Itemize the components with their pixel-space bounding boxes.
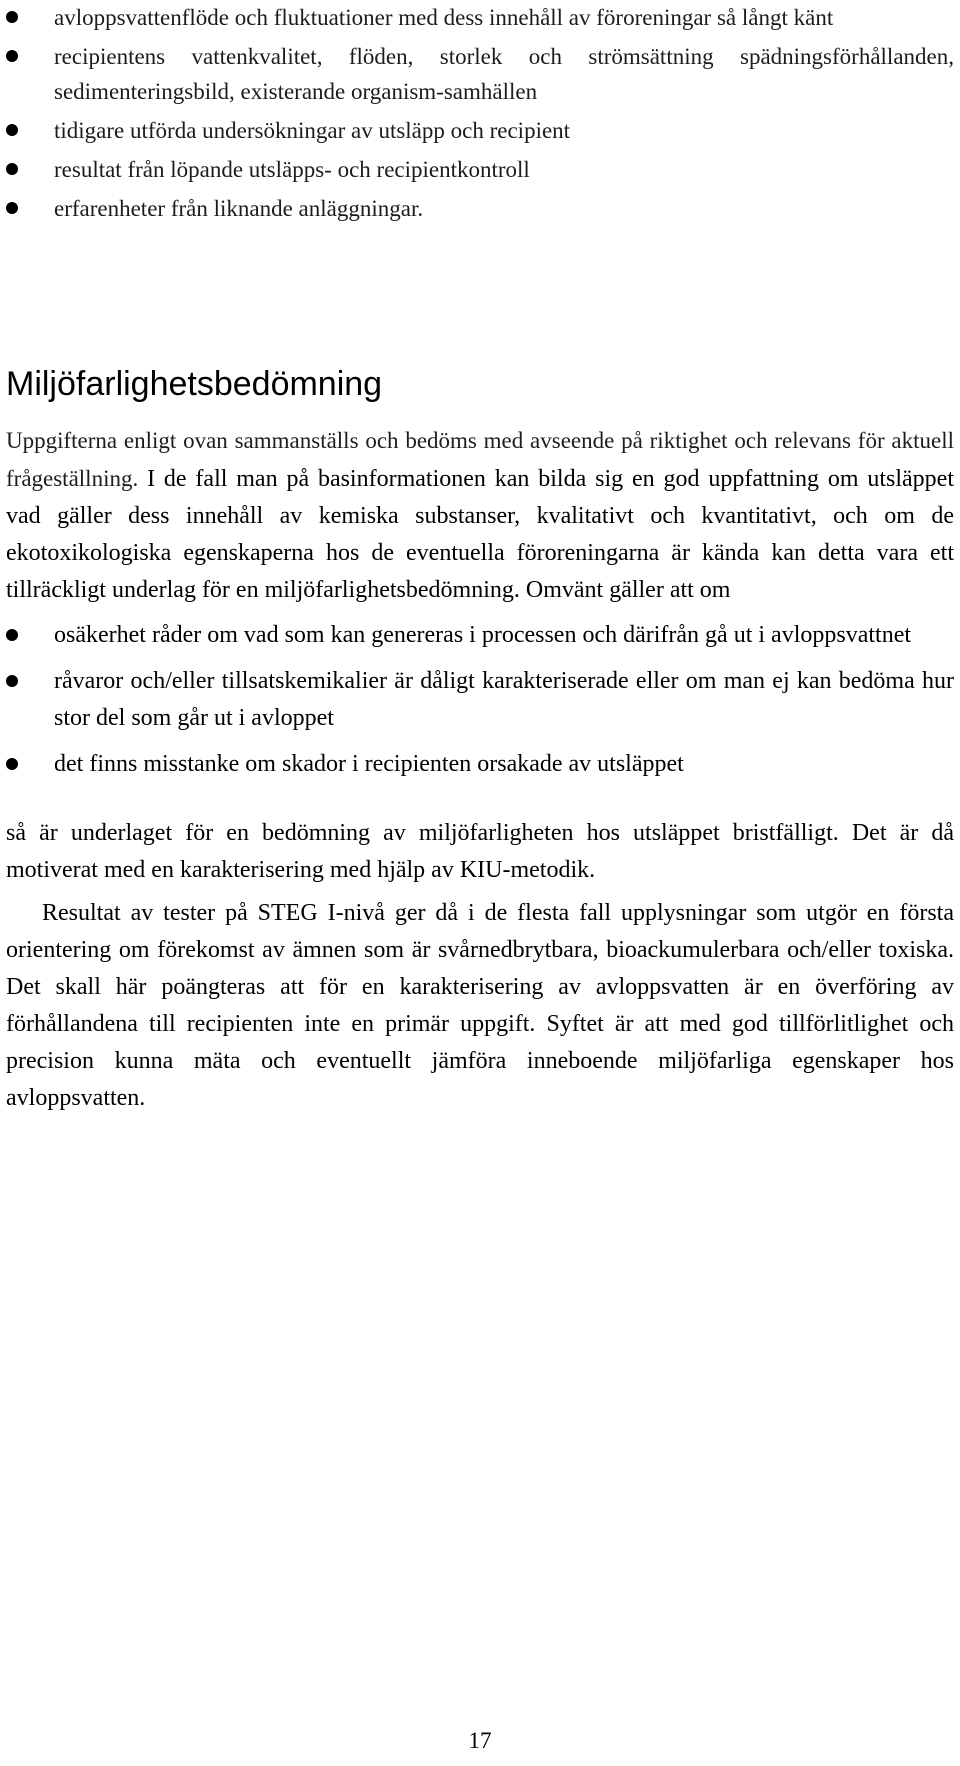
list-item [6, 152, 954, 187]
page-number: 17 [468, 1728, 492, 1753]
list-item-text: resultat från löpande utsläpps- och recipientkontroll [54, 157, 530, 182]
assessment-paragraph [6, 422, 954, 609]
bullet-icon [6, 202, 18, 214]
list-item [6, 0, 954, 35]
list-item-text: osäkerhet råder om vad som kan genereras i processen och därifrån gå ut i avloppsvattnet [54, 622, 912, 648]
results-paragraph: Resultat av tester på STEG I-nivå ger då i de flesta fall upplysningar som utgör en första orientering om förekomst av ämnen som är svårnedbrytbara, bioackumulerbara och/eller toxiska. Det skall här poängteras att för en karakterisering av avloppsvatten är en överföring av förhållandena till recipienten inte en primär uppgift. Syftet är att med god tillförlitlighet och precision kunna mäta och eventuellt jämföra inneboende miljöfarliga egenskaper hos avloppsvatten. [6, 900, 954, 1111]
list-item [6, 663, 954, 737]
list-item-text: erfarenheter från liknande anläggningar. [54, 196, 424, 221]
section-body [6, 422, 954, 1117]
bullet-icon [6, 758, 18, 770]
list-item [6, 746, 954, 783]
list-item-text: råvaror och/eller tillsatskemikalier är dåligt karakteriserade eller om man ej kan bedöma hur stor del som går ut i avloppet [54, 668, 954, 731]
section-heading: Miljöfarlighetsbedömning [6, 365, 383, 403]
paragraph-serif-part: I de fall man på basinformationen kan bilda sig en god uppfattning om utsläppet vad gäller dess innehåll av kemiska substanser, kvalitativt och kvantitativt, och om de ekotoxikologiska egenskaperna hos de eventuella föroreningarna är kända kan detta vara ett tillräckligt underlag för en miljöfarlighetsbedömning. Omvänt gäller att om [6, 466, 954, 603]
bullet-icon [6, 11, 18, 23]
bullet-icon [6, 163, 18, 175]
list-item-text: det finns misstanke om skador i recipienten orsakade av utsläppet [54, 751, 684, 777]
bullet-icon [6, 50, 18, 62]
conditions-list [6, 617, 954, 783]
conclusion-paragraph: så är underlaget för en bedömning av miljöfarligheten hos utsläppet bristfälligt. Det är då motiverat med en karakterisering med hjälp av KIU-metodik. [6, 820, 954, 883]
list-item-text: avloppsvattenflöde och fluktuationer med dess innehåll av föroreningar så långt känt [54, 5, 834, 30]
paragraph-sans-part: Uppgifterna enligt ovan sammanställs och bedöms med avseende på riktighet och relevans för aktuell frågeställning. [6, 428, 954, 491]
bullet-icon [6, 124, 18, 136]
list-item-text: tidigare utförda undersökningar av utsläpp och recipient [54, 118, 571, 143]
list-item [6, 39, 954, 109]
bullet-icon [6, 629, 18, 641]
list-item [6, 617, 954, 654]
info-source-list [6, 0, 954, 230]
list-item [6, 191, 954, 226]
list-item-text: recipientens vattenkvalitet, flöden, storlek och strömsättning spädningsförhållanden, sedimenteringsbild, existerande organism-samhällen [54, 44, 954, 104]
list-item [6, 113, 954, 148]
bullet-icon [6, 675, 18, 687]
